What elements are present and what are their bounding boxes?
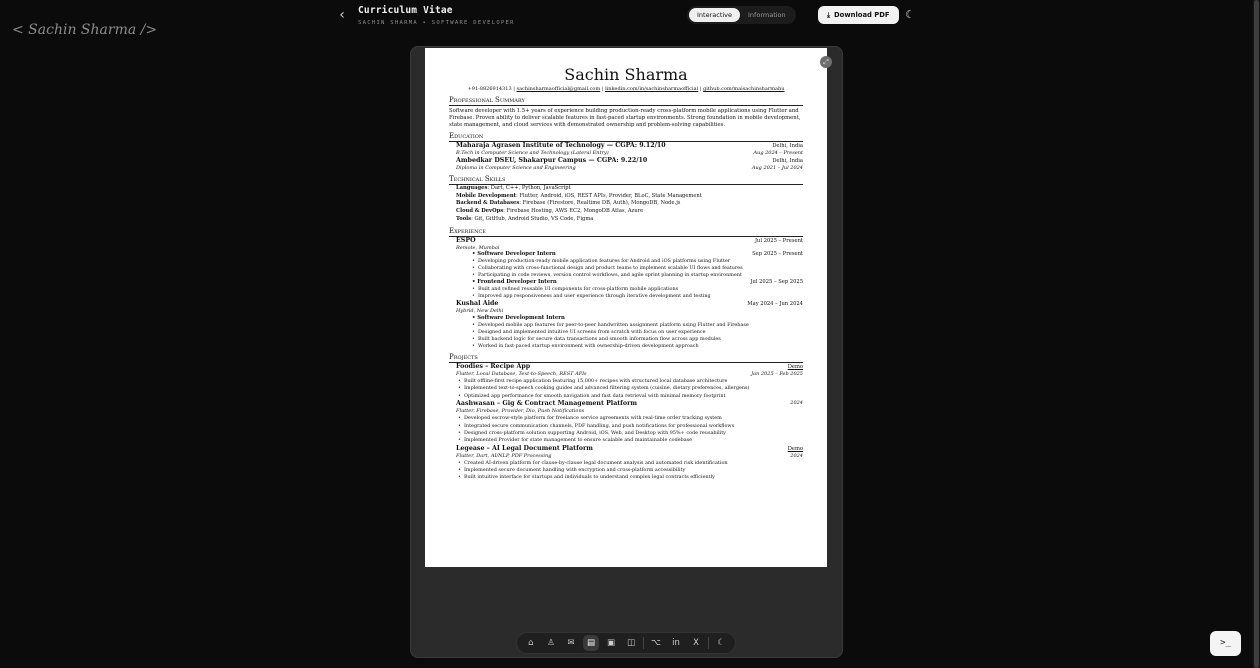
role-item bbox=[456, 315, 803, 322]
role-item bbox=[456, 279, 803, 286]
expand-icon[interactable]: ⤢ bbox=[820, 56, 832, 68]
experience-list bbox=[449, 237, 803, 351]
entry-title: • Frontend Developer Intern bbox=[472, 279, 557, 286]
section-heading: Projects bbox=[449, 353, 803, 363]
entry-row bbox=[456, 300, 803, 308]
entry-row bbox=[456, 453, 803, 460]
entry-row bbox=[456, 157, 803, 165]
entry-meta: Sep 2025 – Present bbox=[752, 251, 803, 258]
entry-meta: Delhi, India bbox=[772, 157, 803, 164]
user-icon[interactable]: ♙ bbox=[547, 638, 555, 648]
skill-label: Backend & Databases bbox=[456, 200, 520, 207]
summary-text: Software developer with 1.5+ years of experience building production-ready cross-platform mobile applications using Flutter and Firebase. Proven ability to deliver scalable features in fast-paced startup environments. Strong foundation in mobile development, state management, and cloud services with demonstrated ownership and problem-solving capabilities. bbox=[449, 107, 801, 128]
section-heading: Education bbox=[449, 132, 803, 142]
entry-meta: May 2024 – Jun 2024 bbox=[747, 301, 803, 308]
bullet-item: • Implemented Provider for state management to ensure scalable and maintainable codebase bbox=[449, 437, 803, 444]
entry-title: Remote, Mumbai bbox=[456, 244, 500, 251]
terminal-icon[interactable]: >_ bbox=[1210, 631, 1241, 656]
skill-label: Languages bbox=[456, 184, 488, 191]
bullet-item: • Developed escrow-style platform for freelance service agreements with real-time order tracking system bbox=[449, 415, 803, 422]
skill-row bbox=[449, 185, 803, 193]
dock-separator bbox=[708, 637, 709, 649]
entry-row bbox=[456, 142, 803, 150]
bullet-item: • Worked in fast-paced startup environment with ownership-driven development approach bbox=[456, 343, 803, 350]
entry-title: Ambedkar DSEU, Shakarpur Campus — CGPA: 9.22/10 bbox=[456, 156, 648, 164]
github-icon[interactable]: ⌥ bbox=[651, 638, 661, 648]
entry-meta: Jul 2025 – Present bbox=[754, 237, 803, 244]
entry-title: • Software Development Intern bbox=[472, 315, 565, 322]
page-subtitle: SACHIN SHARMA • SOFTWARE DEVELOPER bbox=[358, 20, 515, 26]
skill-value: : Firebase (Firestore, Realtime DB, Auth), MongoDB, Node.js bbox=[519, 200, 681, 207]
skill-label: Tools bbox=[456, 215, 472, 222]
bullet-item: • Built and refined reusable UI components for cross-platform mobile applications bbox=[456, 286, 803, 293]
download-icon: ⤓ bbox=[827, 11, 831, 19]
phone: +91-8826914313 bbox=[467, 86, 512, 92]
skill-row bbox=[449, 208, 803, 216]
mail-icon[interactable]: ✉ bbox=[567, 638, 575, 648]
entry-title: Kushal Aide bbox=[456, 300, 499, 308]
top-bar bbox=[0, 0, 1260, 30]
view-toggle bbox=[687, 6, 796, 24]
section-heading: Experience bbox=[449, 227, 803, 237]
project-year: 2024 bbox=[790, 400, 803, 407]
skill-value: : Dart, C++, Python, JavaScript bbox=[487, 184, 571, 191]
tab-interactive[interactable]: Interactive bbox=[689, 8, 740, 22]
entry-title: Flutter, Firebase, Provider, Dio, Push Notifications bbox=[456, 408, 585, 415]
projects-list bbox=[449, 363, 803, 481]
entry-row bbox=[456, 371, 803, 378]
entry-meta: Jul 2025 – Sep 2025 bbox=[750, 279, 803, 286]
linkedin-icon[interactable]: in bbox=[672, 638, 680, 648]
entry-row bbox=[456, 363, 803, 371]
bullet-item: • Built offline-first recipe application featuring 15,000+ recipes with structured local database architecture bbox=[449, 378, 803, 385]
entry-title: Hybrid, New Delhi bbox=[456, 308, 504, 315]
entry-row bbox=[456, 308, 803, 315]
education-list bbox=[449, 142, 803, 172]
download-pdf-button[interactable] bbox=[818, 6, 899, 24]
entry-row bbox=[456, 150, 803, 157]
entry-title: B.Tech in Computer Science and Technology (Lateral Entry) bbox=[456, 150, 609, 157]
moon-icon[interactable]: ☾ bbox=[905, 8, 915, 21]
demo-link[interactable]: Demo bbox=[787, 364, 803, 371]
experience-item bbox=[449, 300, 803, 350]
entry-row bbox=[472, 315, 803, 322]
entry-title: Diploma in Computer Science and Engineering bbox=[456, 164, 576, 171]
entry-row bbox=[456, 445, 803, 453]
download-label: Download PDF bbox=[834, 11, 890, 19]
entry-row bbox=[472, 279, 803, 286]
x-icon[interactable]: X bbox=[693, 638, 699, 648]
entry-row bbox=[456, 237, 803, 245]
signature-logo: < Sachin Sharma /> bbox=[12, 22, 158, 38]
entry-title: Foodies – Recipe App bbox=[456, 363, 531, 371]
project-item bbox=[449, 445, 803, 460]
linkedin-link[interactable]: linkedin.com/in/sachinsharmaofficial bbox=[605, 86, 699, 92]
bullet-item: • Improved app responsiveness and user experience through iterative development and testing bbox=[456, 293, 803, 300]
bullet-item: • Developing production-ready mobile application features for Android and iOS platforms using Flutter bbox=[456, 258, 803, 265]
bullet-item: • Implemented secure document handling with encryption and cross-platform accessibility bbox=[449, 467, 803, 474]
github-link[interactable]: github.com/maisachinsharmahu bbox=[703, 86, 785, 92]
role-item bbox=[456, 251, 803, 258]
bullet-item: • Optimized app performance for smooth navigation and fast data retrieval with minimal memory footprint bbox=[449, 393, 803, 400]
briefcase-icon[interactable]: ▣ bbox=[606, 638, 616, 648]
entry-row bbox=[456, 408, 803, 415]
entry-title: Maharaja Agrasen Institute of Technology — CGPA: 9.12/10 bbox=[456, 142, 666, 150]
education-item bbox=[449, 157, 803, 172]
scrollbar-thumb[interactable] bbox=[1254, 0, 1259, 668]
page-title: Curriculum Vitae bbox=[358, 5, 453, 16]
entry-meta: Aug 2024 – Present bbox=[753, 150, 803, 157]
project-item bbox=[449, 363, 803, 378]
entry-row bbox=[472, 251, 803, 258]
bottom-dock bbox=[516, 632, 736, 654]
entry-title: Legease – AI Legal Document Platform bbox=[456, 444, 593, 452]
entry-meta: Jan 2025 – Feb 2025 bbox=[751, 371, 803, 378]
entry-title: • Software Developer Intern bbox=[472, 251, 556, 258]
resume-icon[interactable]: ▤ bbox=[583, 635, 599, 651]
entry-title: Flutter, Dart, AI/NLP, PDF Processing bbox=[456, 452, 552, 459]
bullet-item: • Integrated secure communication channels, PDF handling, and push notifications for professional workflows bbox=[449, 423, 803, 430]
tab-information[interactable]: Information bbox=[748, 11, 786, 19]
project-item bbox=[449, 400, 803, 415]
education-item bbox=[449, 142, 803, 157]
skill-row bbox=[449, 200, 803, 208]
bullet-item: • Developed mobile app features for peer-to-peer handwritten assignment platform using Flutter and Firebase bbox=[456, 322, 803, 329]
bullet-item: • Collaborating with cross-functional design and product teams to implement scalable UI flows and features bbox=[456, 265, 803, 272]
cv-contact: +91-8826914313 | sachinsharmaofficial@gmail.com | linkedin.com/in/sachinsharmaofficial | github.com/maisachinsharmahu bbox=[467, 86, 785, 92]
skill-label: Mobile Development bbox=[456, 192, 517, 199]
entry-title: ESPO bbox=[456, 236, 476, 244]
entry-meta: Delhi, India bbox=[772, 143, 803, 150]
cv-name: Sachin Sharma bbox=[564, 65, 688, 84]
moon-icon[interactable]: ☾ bbox=[717, 638, 725, 648]
experience-item bbox=[449, 237, 803, 301]
demo-link[interactable]: Demo bbox=[787, 445, 803, 452]
bullet-item: • Implemented text-to-speech cooking guides and advanced filtering system (cuisine, dietary preferences, allergens) bbox=[449, 385, 803, 392]
bullet-item: • Created AI-driven platform for clause-by-clause legal document analysis and automated risk identification bbox=[449, 460, 803, 467]
skill-value: : Flutter, Android, iOS, REST APIs, Provider, BLoC, State Management bbox=[516, 192, 702, 199]
entry-title: Flutter, Local Database, Text-to-Speech, REST APIs bbox=[456, 371, 587, 378]
bullet-item: • Designed cross-platform solution supporting Android, iOS, Web, and Desktop with 95%+ code reusability bbox=[449, 430, 803, 437]
skill-value: : Git, GitHub, Android Studio, VS Code, Figma bbox=[471, 215, 594, 222]
bullet-item: • Participating in code reviews, version control workflows, and agile sprint planning in startup environment bbox=[456, 272, 803, 279]
bullet-item: • Built intuitive interface for startups and individuals to understand complex legal contracts efficiently bbox=[449, 474, 803, 481]
skill-label: Cloud & DevOps bbox=[456, 208, 504, 215]
bullet-item: • Designed and implemented intuitive UI screens from scratch with focus on user experience bbox=[456, 329, 803, 336]
entry-row bbox=[456, 400, 803, 408]
section-heading: Professional Summary bbox=[449, 96, 803, 106]
title-block bbox=[358, 5, 515, 26]
entry-title: Aashwasan – Gig & Contract Management Platform bbox=[456, 400, 638, 408]
skills-list bbox=[449, 185, 803, 224]
back-chevron-icon[interactable]: ‹ bbox=[339, 7, 345, 23]
section-heading: Technical Skills bbox=[449, 175, 803, 185]
entry-row bbox=[456, 245, 803, 252]
home-icon[interactable]: ⌂ bbox=[528, 638, 534, 648]
entry-row bbox=[456, 165, 803, 172]
entry-meta: Aug 2021 – Jul 2024 bbox=[751, 164, 803, 171]
skill-row bbox=[449, 216, 803, 224]
entry-meta: 2024 bbox=[790, 452, 803, 459]
book-icon[interactable]: ◫ bbox=[626, 638, 636, 648]
skill-value: : Firebase Hosting, AWS EC2, MongoDB Atlas, Azure bbox=[503, 208, 644, 215]
bullet-item: • Built backend logic for secure data transactions and smooth information flow across app modules bbox=[456, 336, 803, 343]
dock-separator bbox=[643, 637, 644, 649]
email-link[interactable]: sachinsharmaofficial@gmail.com bbox=[516, 86, 601, 92]
cv-page bbox=[425, 48, 827, 567]
